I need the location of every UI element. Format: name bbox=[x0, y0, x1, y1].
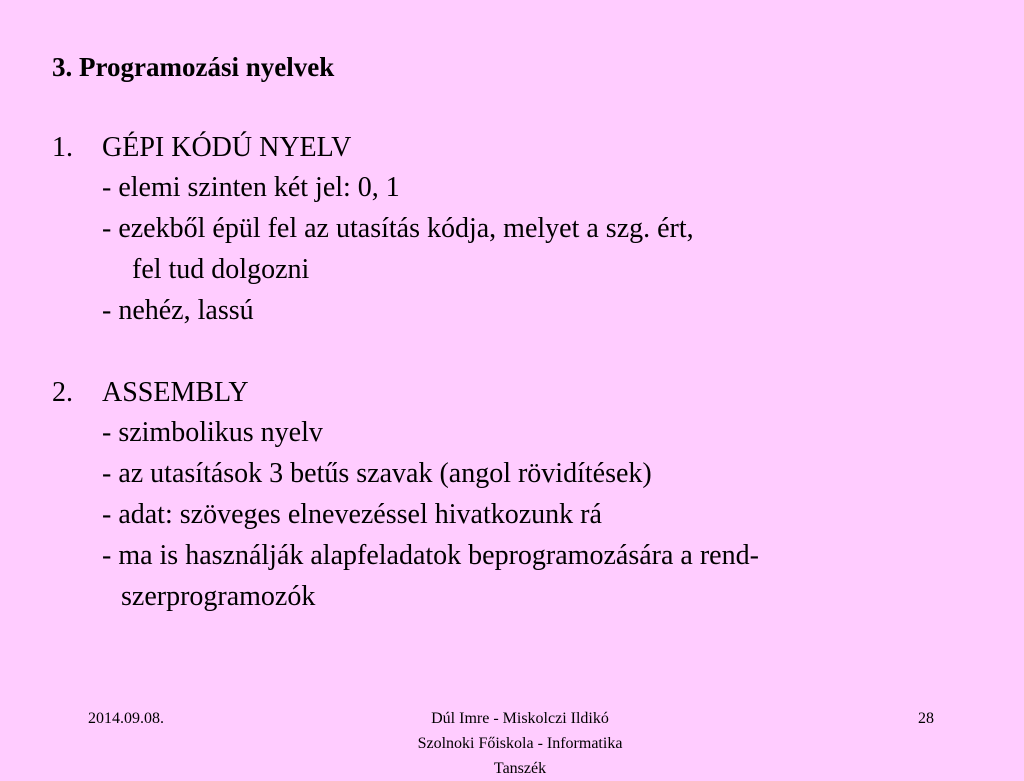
section-title: GÉPI KÓDÚ NYELV bbox=[102, 132, 352, 163]
footer-institution: Szolnoki Főiskola - Informatika bbox=[417, 735, 623, 752]
page-number: 28 bbox=[918, 710, 934, 727]
bullet-line: - nehéz, lassú bbox=[102, 295, 254, 326]
bullet-line-continuation: szerprogramozók bbox=[121, 581, 316, 612]
section-number: 2. bbox=[52, 377, 73, 408]
bullet-line: - adat: szöveges elnevezéssel hivatkozunk rá bbox=[102, 499, 602, 530]
section-heading bbox=[0, 129, 1024, 167]
bullet-line: - szimbolikus nyelv bbox=[102, 417, 323, 448]
footer-credits bbox=[340, 706, 700, 781]
footer-authors: Dúl Imre - Miskolczi Ildikó bbox=[431, 710, 609, 727]
bullet-line: - elemi szinten két jel: 0, 1 bbox=[102, 172, 400, 203]
section-assembly bbox=[0, 374, 1024, 617]
bullet-line: - ma is használják alapfeladatok beprogramozására a rend- bbox=[102, 540, 759, 571]
bullet-line-continuation: fel tud dolgozni bbox=[132, 254, 310, 285]
footer-department: Tanszék bbox=[493, 760, 547, 777]
slide-title: 3. Programozási nyelvek bbox=[52, 52, 335, 82]
bullet-line: - ezekből épül fel az utasítás kódja, melyet a szg. ért, bbox=[102, 213, 694, 244]
section-machine-code bbox=[0, 129, 1024, 331]
section-heading bbox=[0, 374, 1024, 412]
bullet-line: - az utasítások 3 betűs szavak (angol rövidítések) bbox=[102, 458, 652, 489]
section-number: 1. bbox=[52, 132, 73, 163]
section-title: ASSEMBLY bbox=[102, 377, 249, 408]
footer-date: 2014.09.08. bbox=[88, 710, 164, 727]
